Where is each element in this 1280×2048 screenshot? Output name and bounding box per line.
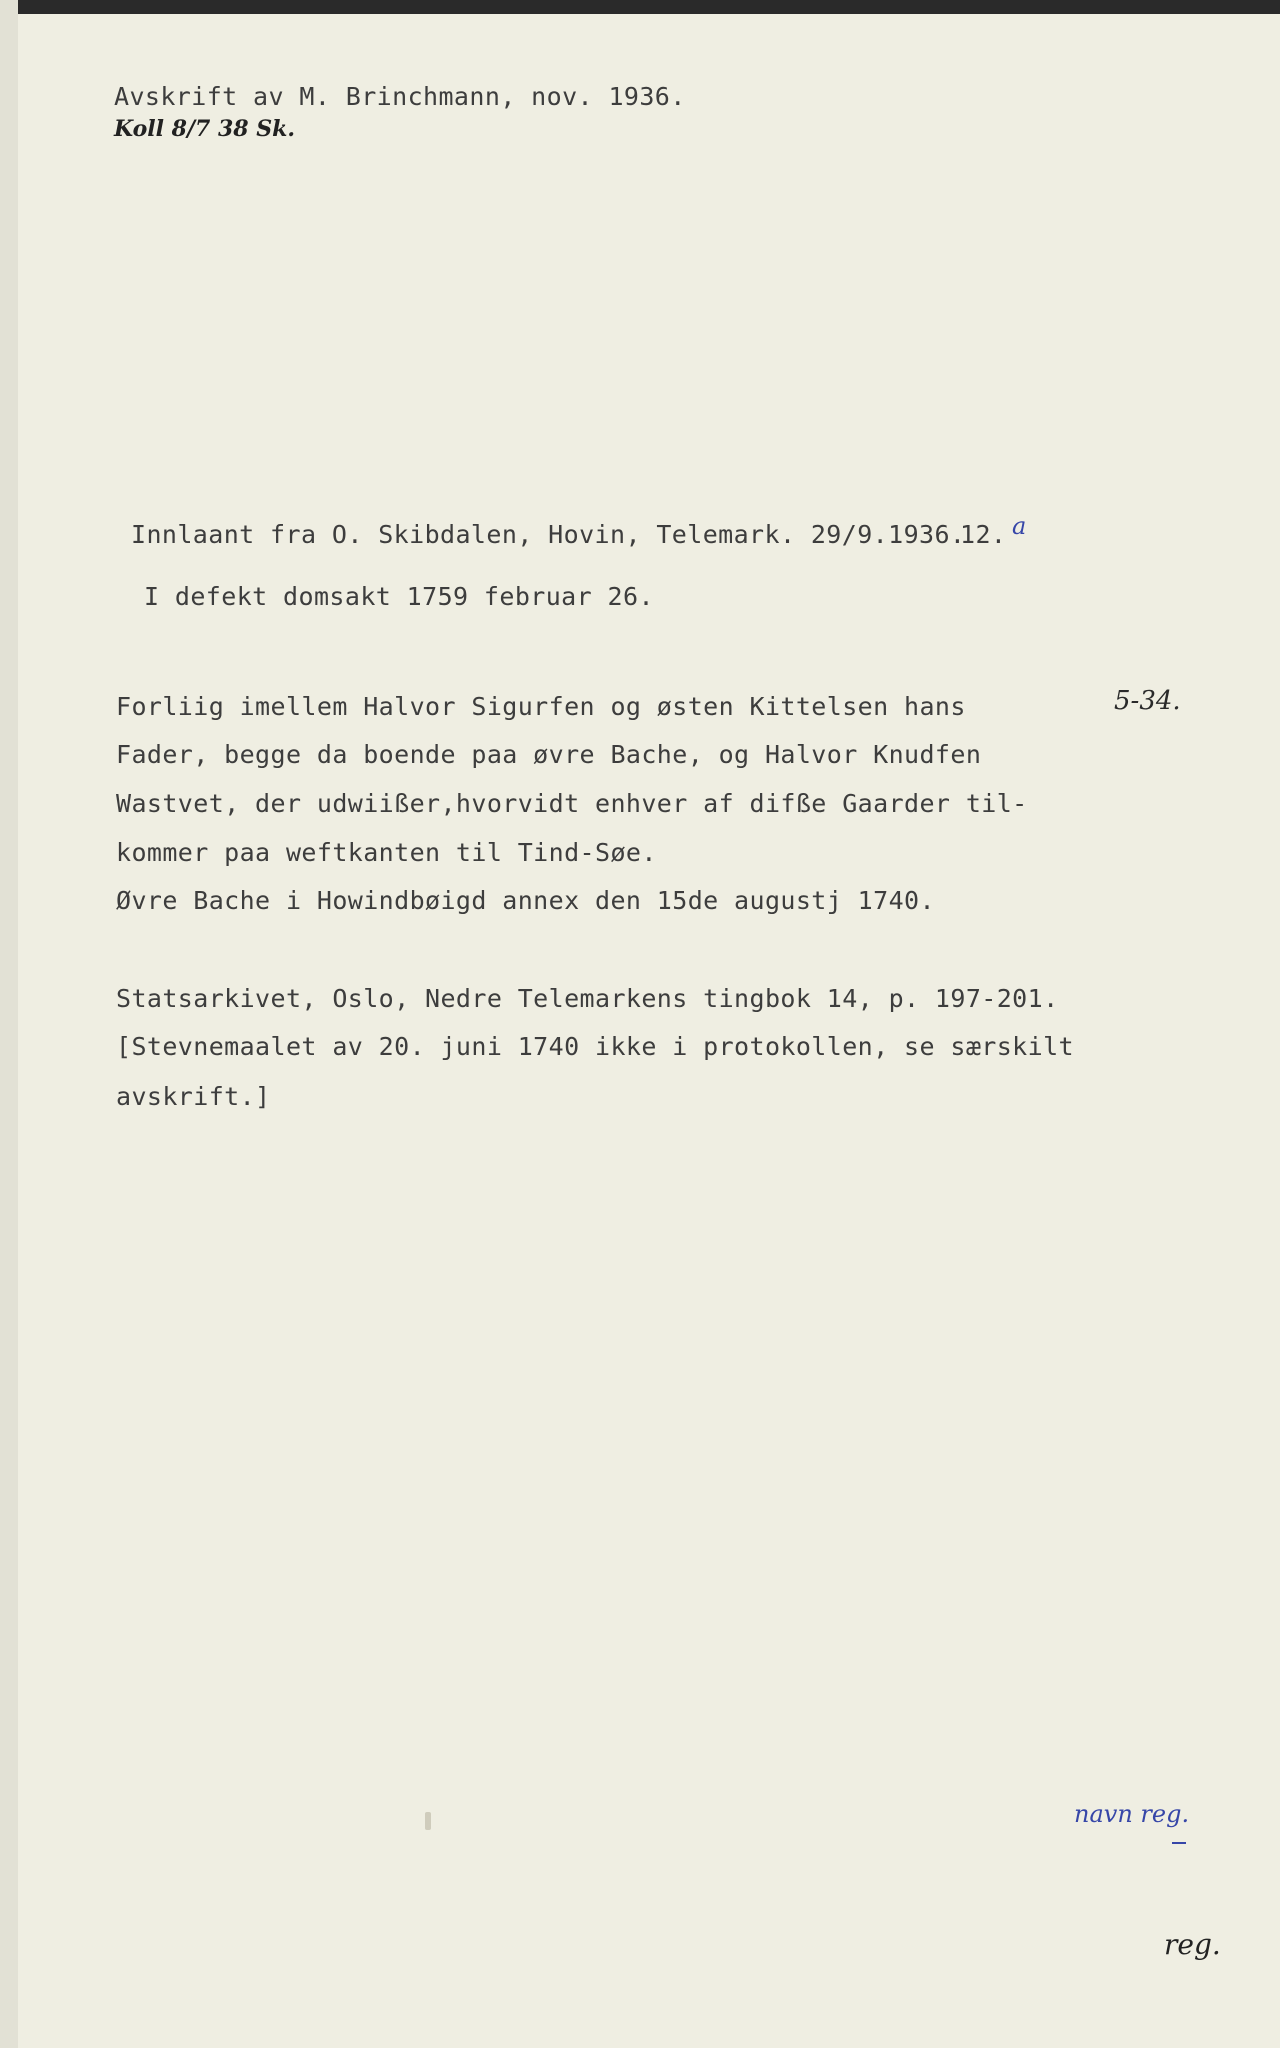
body-line: kommer paa weftkanten til Tind-Søe. [116, 838, 657, 867]
source-line: avskrift.] [116, 1082, 271, 1111]
body-line: Øvre Bache i Howindbøigd annex den 15de augustj 1740. [116, 886, 935, 915]
source-line: [Stevnemaalet av 20. juni 1740 ikke i protokollen, se særskilt [116, 1032, 1074, 1061]
scan-top-border [0, 0, 1280, 14]
loan-number-suffix: a [1012, 512, 1027, 540]
body-line: Wastvet, der udwiißer,hvorvidt enhver af difße Gaarder til- [116, 789, 1028, 818]
collation-note: Koll 8/7 38 Sk. [114, 116, 296, 142]
paper-sheet [18, 14, 1262, 2034]
register-note: navn reg. [1074, 1800, 1190, 1828]
register-underline [1172, 1842, 1186, 1844]
reference-number: 5-34. [1114, 686, 1181, 716]
loan-line-1: Innlaant fra O. Skibdalen, Hovin, Telemark. 29/9.1936. [131, 520, 966, 549]
body-line: Forliig imellem Halvor Sigurfen og østen Kittelsen hans [116, 692, 966, 721]
paper-speck [425, 1812, 431, 1830]
scan-left-border [0, 0, 18, 2048]
body-line: Fader, begge da boende paa øvre Bache, og Halvor Knudfen [116, 740, 982, 769]
loan-line-2: I defekt domsakt 1759 februar 26. [144, 582, 654, 611]
loan-number: 12. [960, 520, 1007, 549]
reg-mark: reg. [1164, 1928, 1221, 1961]
source-line: Statsarkivet, Oslo, Nedre Telemarkens tingbok 14, p. 197-201. [116, 984, 1059, 1013]
transcript-note: Avskrift av M. Brinchmann, nov. 1936. [114, 82, 686, 111]
